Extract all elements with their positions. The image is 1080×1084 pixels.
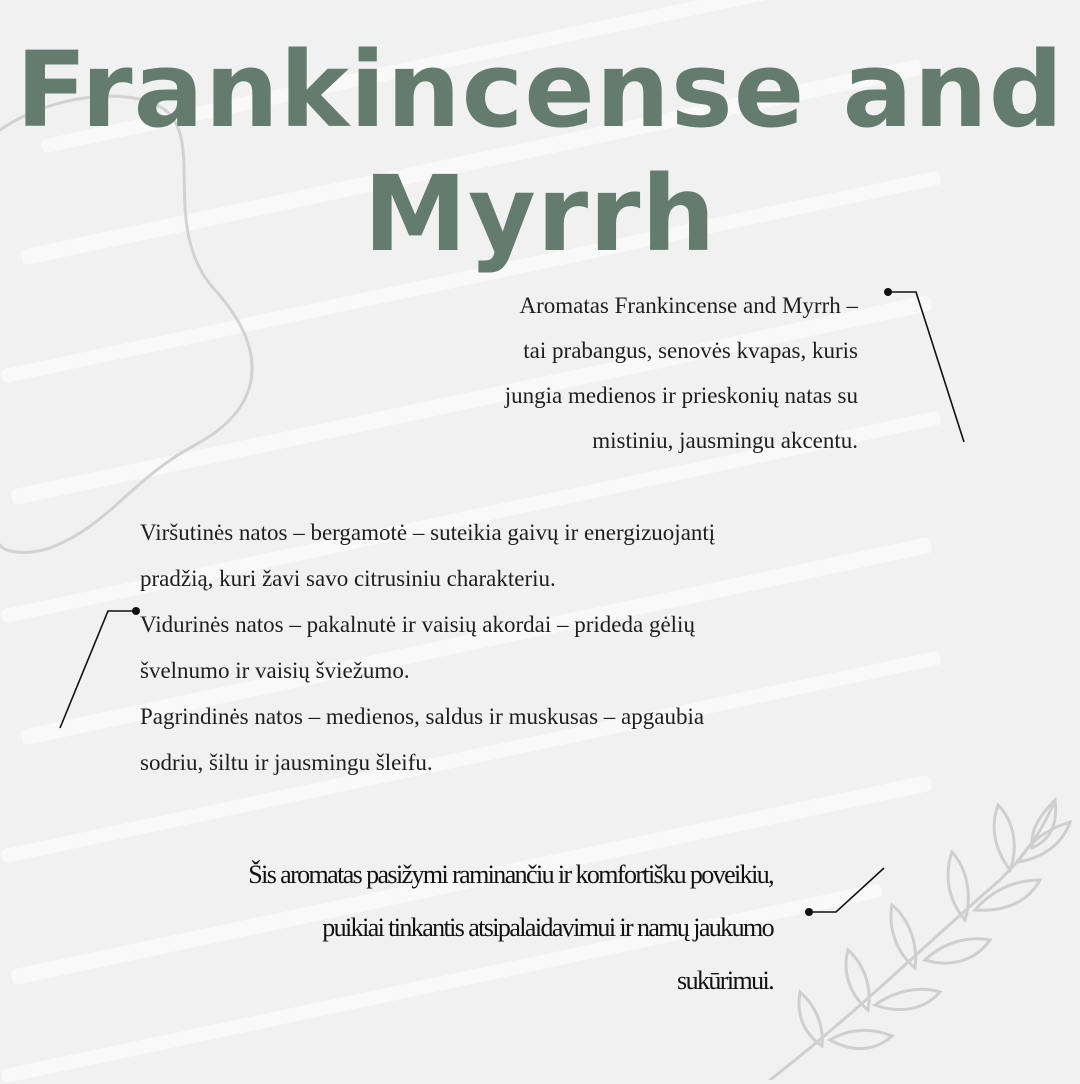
notes-line: pradžią, kuri žavi savo citrusiniu charakteriu. <box>140 566 556 591</box>
page-title <box>0 28 1080 276</box>
closing-line: puikiai tinkantis atsipalaidavimui ir namų jaukumo <box>322 913 773 942</box>
title-line: Myrrh <box>363 153 717 275</box>
intro-line: jungia medienos ir prieskonių natas su <box>504 383 858 408</box>
notes-line: Pagrindinės natos – medienos, saldus ir muskusas – apgaubia <box>140 704 705 729</box>
intro-line: Aromatas Frankincense and Myrrh – <box>519 293 858 318</box>
closing-line: Šis aromatas pasižymi raminančiu ir komfortišku poveikiu, <box>248 860 773 889</box>
intro-line: tai prabangus, senovės kvapas, kuris <box>523 338 858 363</box>
pointer-line-icon <box>805 868 884 916</box>
notes-line: švelnumo ir vaisių šviežumo. <box>140 658 410 683</box>
closing-line: sukūrimui. <box>677 966 773 995</box>
pointer-line-icon <box>884 288 964 442</box>
intro-line: mistiniu, jausmingu akcentu. <box>592 428 858 453</box>
pointer-line-icon <box>60 607 140 728</box>
notes-line: Vidurinės natos – pakalnutė ir vaisių akordai – prideda gėlių <box>140 612 695 637</box>
closing-paragraph <box>60 848 773 1007</box>
title-line: Frankincense and <box>15 29 1065 151</box>
fragrance-notes <box>140 510 900 786</box>
notes-line: sodriu, šiltu ir jausmingu šleifu. <box>140 750 433 775</box>
intro-paragraph <box>360 283 858 463</box>
leaf-branch-icon <box>770 800 1070 1080</box>
notes-line: Viršutinės natos – bergamotė – suteikia gaivų ir energizuojantį <box>140 520 716 545</box>
